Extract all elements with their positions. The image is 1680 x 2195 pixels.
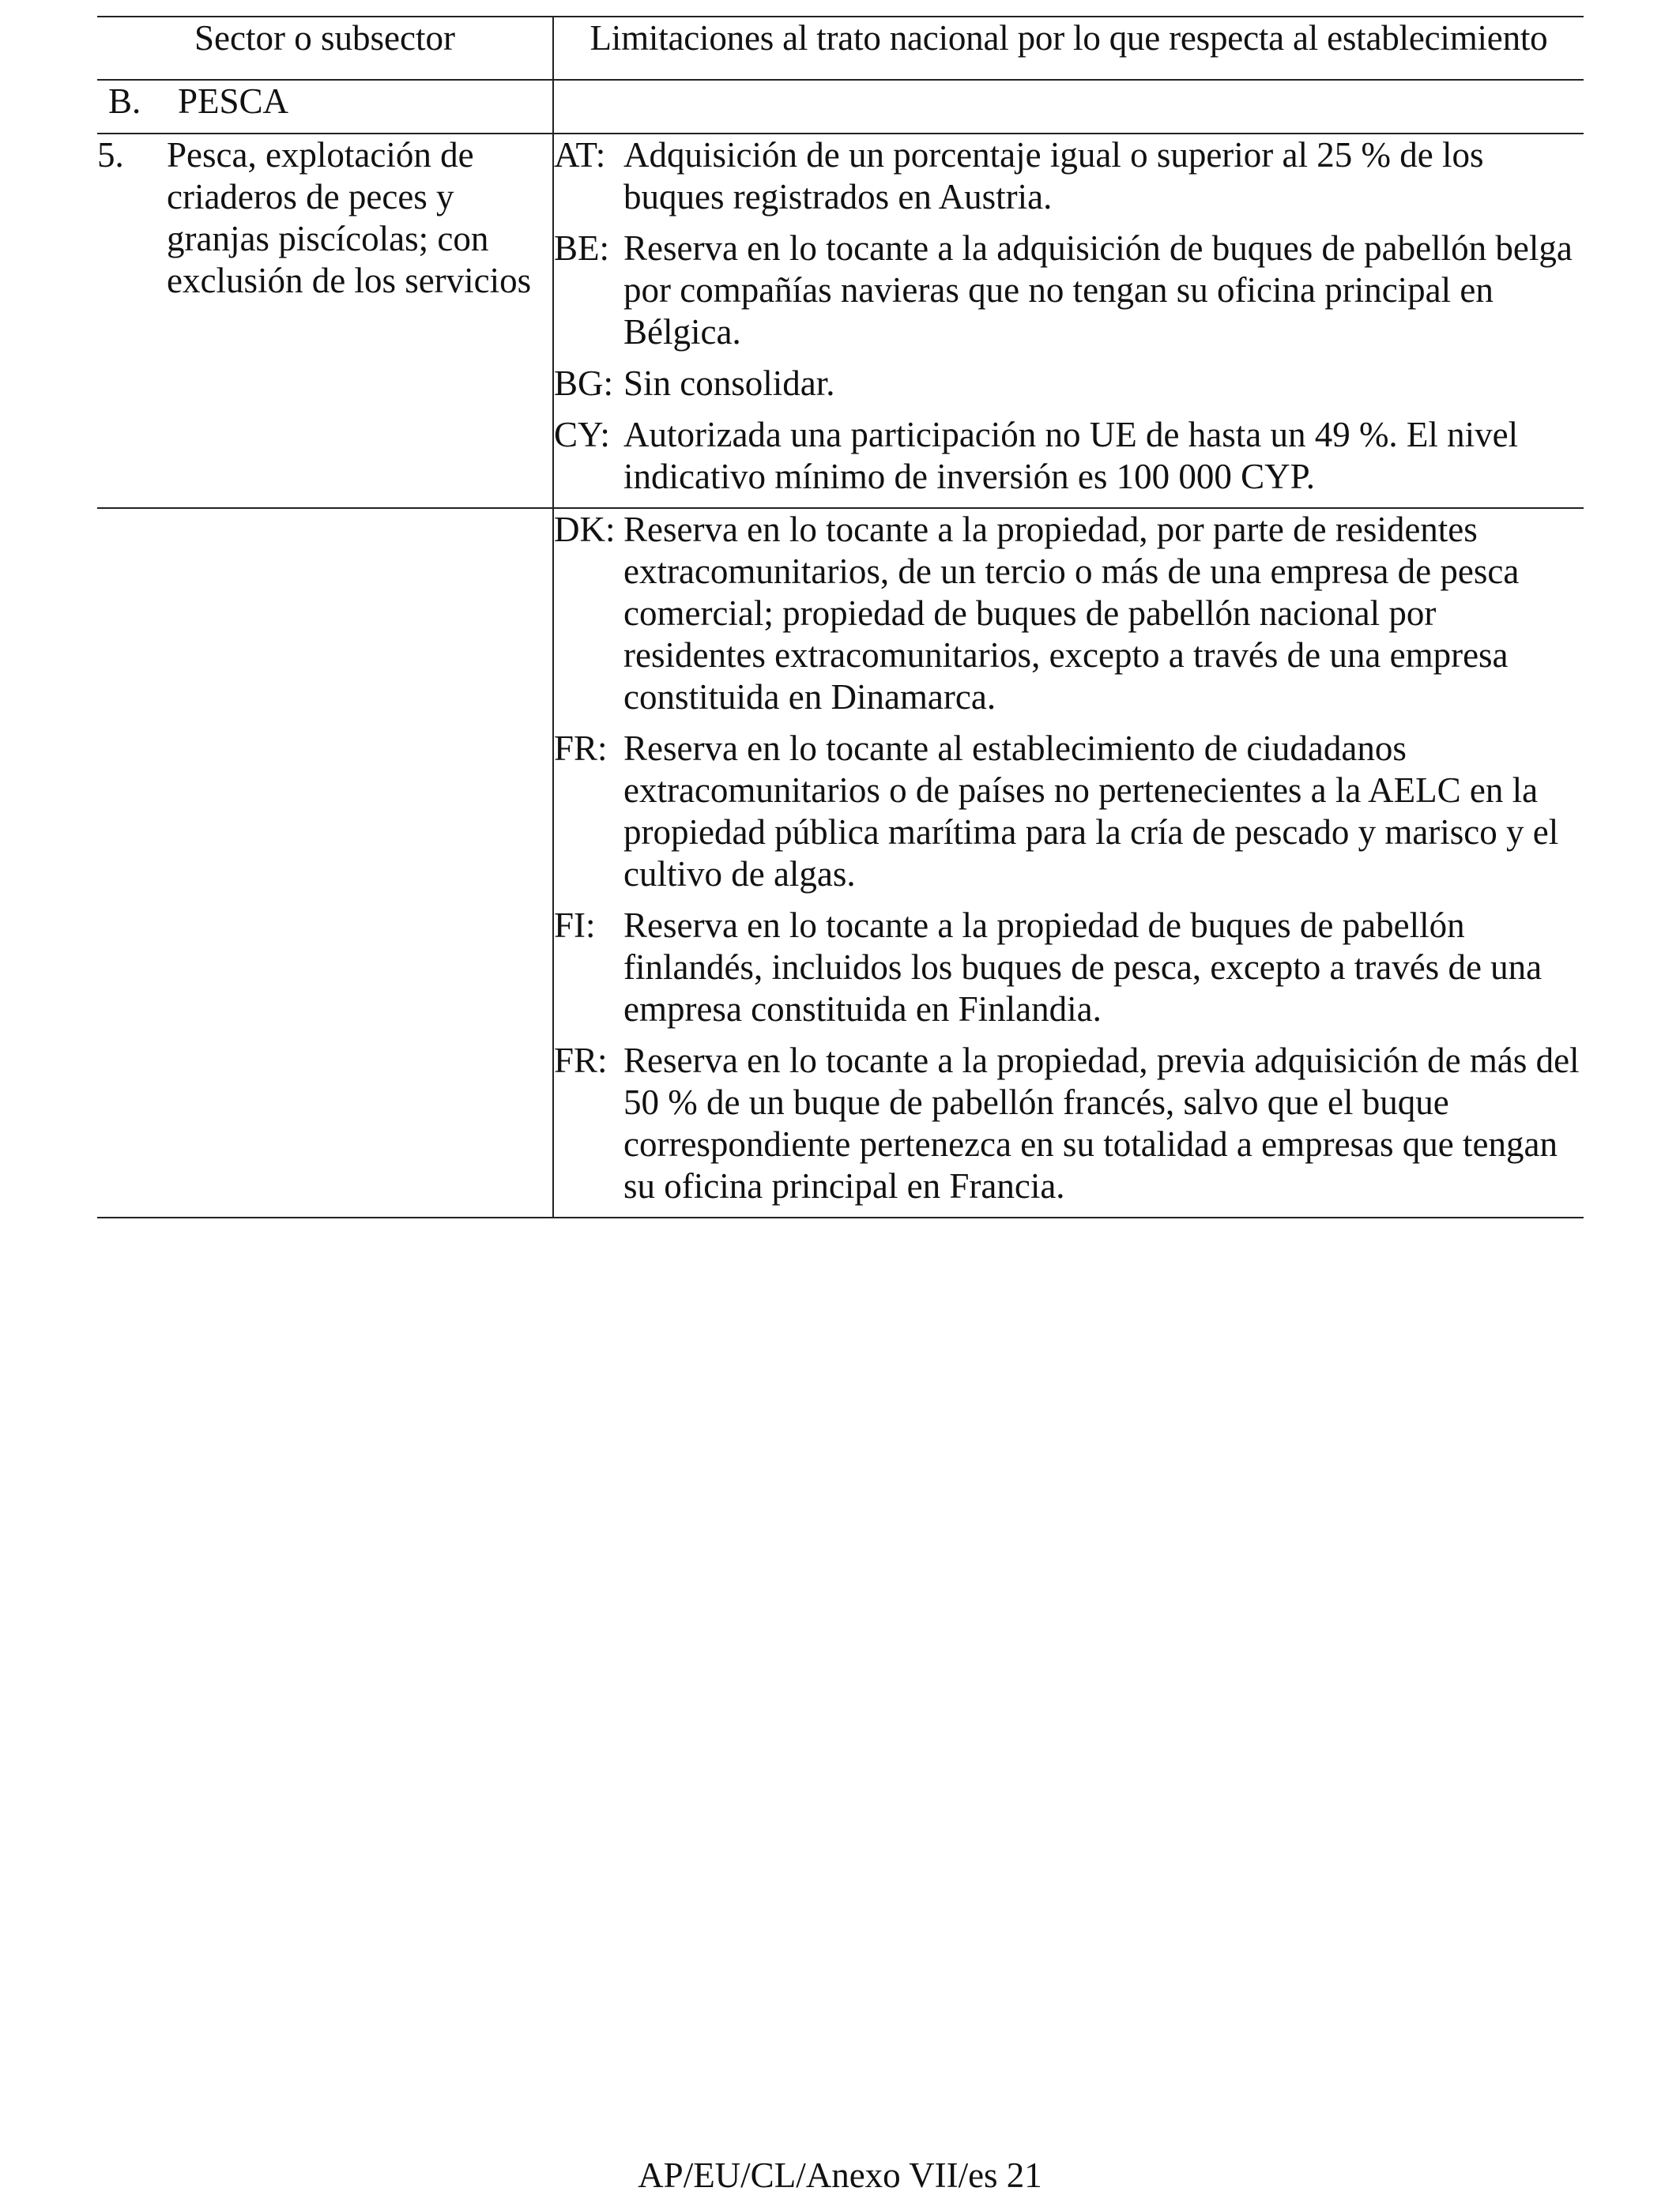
country-code: FR:: [554, 1041, 608, 1080]
limitation-text: Autorizada una participación no UE de hasta un 49 %. El nivel indicativo mínimo de inversión es 100 000 CYP.: [623, 415, 1519, 496]
limitation-entry: [554, 134, 1584, 218]
item-number: 5.: [97, 135, 124, 175]
section-letter: B.: [108, 81, 141, 121]
section-title: PESCA: [178, 81, 289, 121]
country-code: FR:: [554, 729, 608, 768]
limitation-text: Sin consolidar.: [623, 363, 835, 403]
limitation-entry: [554, 363, 1584, 405]
limitations-cell: [553, 508, 1584, 1218]
header-sector: Sector o subsector: [97, 17, 553, 80]
limitation-text: Reserva en lo tocante a la propiedad de buques de pabellón finlandés, incluidos los buques de pesca, excepto a través de una empresa constituida en Finlandia.: [623, 905, 1543, 1029]
limitation-entry: [554, 414, 1584, 498]
limitation-text: Reserva en lo tocante al establecimiento de ciudadanos extracomunitarios o de países no pertenecientes a la AELC en la propiedad pública marítima para la cría de pescado y marisco y el cultivo de algas.: [623, 729, 1559, 894]
country-code: AT:: [554, 135, 606, 175]
limitation-entry: [554, 728, 1584, 895]
section-row: [97, 80, 1584, 134]
section-heading: [97, 80, 553, 134]
reservations-table: [97, 16, 1584, 1218]
sector-cell-empty: [97, 508, 553, 1218]
limitation-entry: [554, 905, 1584, 1030]
table-row: [97, 508, 1584, 1218]
limitation-entry: [554, 509, 1584, 718]
limitation-entry: [554, 228, 1584, 353]
country-code: CY:: [554, 415, 610, 454]
header-limitations: Limitaciones al trato nacional por lo que respecta al establecimiento: [553, 17, 1584, 80]
item-description: Pesca, explotación de criaderos de peces y granjas piscícolas; con exclusión de los servicios: [167, 135, 532, 300]
page-footer: AP/EU/CL/Anexo VII/es 21: [638, 2155, 1042, 2195]
country-code: BE:: [554, 228, 610, 268]
country-code: DK:: [554, 510, 616, 549]
country-code: FI:: [554, 905, 596, 945]
limitation-text: Reserva en lo tocante a la adquisición de buques de pabellón belga por compañías navieras que no tengan su oficina principal en Bélgica.: [623, 228, 1573, 352]
table-row: [97, 134, 1584, 508]
sector-cell: [97, 134, 553, 508]
limitation-text: Reserva en lo tocante a la propiedad, previa adquisición de más del 50 % de un buque de pabellón francés, salvo que el buque correspondiente pertenezca en su totalidad a empresas que tengan su oficina principal en Francia.: [623, 1041, 1580, 1206]
section-empty-cell: [553, 80, 1584, 134]
limitation-entry: [554, 1040, 1584, 1207]
table-header-row: [97, 17, 1584, 80]
limitation-text: Reserva en lo tocante a la propiedad, por parte de residentes extracomunitarios, de un tercio o más de una empresa de pesca comercial; propiedad de buques de pabellón nacional por residentes extracomunitarios, excepto a través de una empresa constituida en Dinamarca.: [623, 510, 1520, 717]
limitations-cell: [553, 134, 1584, 508]
country-code: BG:: [554, 363, 614, 403]
limitation-text: Adquisición de un porcentaje igual o superior al 25 % de los buques registrados en Austria.: [623, 135, 1484, 216]
